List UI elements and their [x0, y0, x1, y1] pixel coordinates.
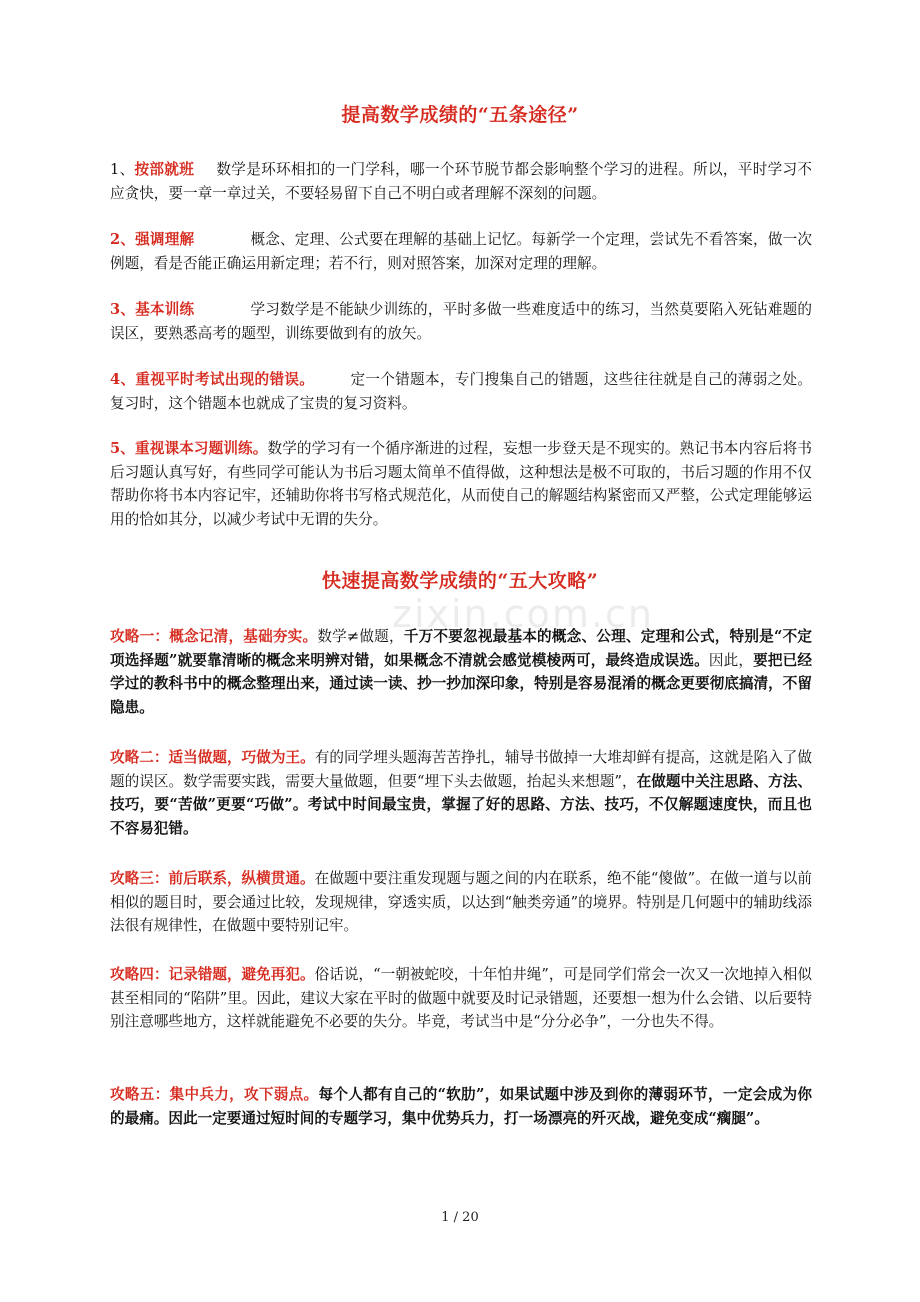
page-number: 1 / 20	[441, 1210, 479, 1225]
section1-item-3	[110, 298, 812, 345]
strategy-heading: 攻略一：概念记清，基础夯实。	[110, 628, 318, 645]
strategy-text: 因此，	[708, 651, 754, 669]
section2-title: 快速提高数学成绩的“五大攻略”	[321, 570, 599, 592]
strategy-heading: 攻略二：适当做题，巧做为王。	[110, 749, 315, 766]
watermark: zixin.com.cn	[392, 592, 654, 636]
section1-item-2	[110, 228, 812, 275]
strategy-3	[110, 867, 812, 938]
item-body: 数学的学习有一个循序渐进的过程，妄想一步登天是不现实的。熟记书本内容后将书后习题认真写好，有些同学可能认为书后习题太简单不值得做，这种想法是极不可取的，书后习题的作用不仅帮助你将书本内容记牢，还辅助你将书写格式规范化，从而使自己的解题结构紧密而又严整，公式定理能够运用的恰如其分，以减少考试中无谓的失分。	[110, 440, 812, 528]
item-heading: 5、重视课本习题训练。	[110, 440, 268, 457]
item-heading: 3、基本训练	[110, 301, 195, 318]
strategy-bold-text: 要把已经学过的教科书中的概念整理出来，通过读一读、抄一抄加深印象，特别是容易混淆的概念更要彻底搞清，不留隐患。	[110, 651, 812, 716]
strategy-heading: 攻略三：前后联系，纵横贯通。	[110, 870, 315, 887]
section1-item-1	[110, 158, 812, 205]
strategy-bold-text: 每个人都有自己的“软肋”，如果试题中涉及到你的薄弱环节，一定会成为你的最痛。因此一定要通过短时间的专题学习，集中优势兵力，打一场漂亮的歼灭战，避免变成“瘸腿”。	[110, 1086, 812, 1127]
strategy-text: 有的同学埋头题海苦苦挣扎，辅导书做掉一大堆却鲜有提高，这就是陷入了做题的误区。数学需要实践，需要大量做题，但要“埋下头去做题，抬起头来想题”，	[110, 749, 812, 790]
strategy-text: 在做题中要注重发现题与题之间的内在联系，绝不能“傻做”。在做一道与以前相似的题目时，要会通过比较，发现规律，穿透实质，以达到“触类旁通”的境界。特别是几何题中的辅助线添法很有规律性，在做题中要特别记牢。	[110, 870, 812, 934]
strategy-heading: 攻略五：集中兵力，攻下弱点。	[110, 1086, 319, 1103]
section1-title: 提高数学成绩的“五条途径”	[341, 104, 579, 126]
section1-item-4	[110, 368, 812, 415]
item-body: 学习数学是不能缺少训练的，平时多做一些难度适中的练习，当然莫要陷入死钻难题的误区，要熟悉高考的题型，训练要做到有的放矢。	[110, 301, 812, 342]
item-body: 数学是环环相扣的一门学科，哪一个环节脱节都会影响整个学习的进程。所以，平时学习不应贪快，要一章一章过关，不要轻易留下自己不明白或者理解不深刻的问题。	[110, 161, 812, 202]
item-body: 概念、定理、公式要在理解的基础上记忆。每新学一个定理，尝试先不看答案，做一次例题，看是否能正确运用新定理；若不行，则对照答案，加深对定理的理解。	[110, 231, 812, 272]
strategy-2	[110, 746, 812, 840]
strategy-bold-text: 在做题中关注思路、方法、技巧，要“苦做”更要“巧做”。考试中时间最宝贵，掌握了好的思路、方法、技巧，不仅解题速度快，而且也不容易犯错。	[110, 772, 812, 837]
item-body: 定一个错题本，专门搜集自己的错题，这些往往就是自己的薄弱之处。复习时，这个错题本也就成了宝贵的复习资料。	[110, 371, 812, 412]
strategy-bold-text: 千万不要忽视最基本的概念、公理、定理和公式，特别是“不定项选择题”就要靠清晰的概念来明辨对错，如果概念不清就会感觉模棱两可，最终造成误选。	[110, 628, 812, 669]
strategy-heading: 攻略四：记录错题，避免再犯。	[110, 966, 315, 983]
strategy-1	[110, 625, 812, 719]
strategy-4	[110, 963, 812, 1034]
section1-item-5	[110, 437, 812, 531]
item-heading: 4、重视平时考试出现的错误。	[110, 371, 315, 388]
item-number: 1、	[110, 161, 135, 178]
strategy-text: 数学≠做题，	[317, 628, 404, 645]
strategy-text: 俗话说，“一朝被蛇咬，十年怕井绳”，可是同学们常会一次又一次地掉入相似甚至相同的“陷阱”里。因此，建议大家在平时的做题中就要及时记录错题，还要想一想为什么会错、以后要特别注意哪些地方，这样就能避免不必要的失分。毕竟，考试当中是“分分必争”，一分也失不得。	[110, 966, 812, 1030]
strategy-5	[110, 1083, 812, 1130]
item-heading: 2、强调理解	[110, 231, 195, 248]
item-heading: 按部就班	[134, 161, 195, 178]
